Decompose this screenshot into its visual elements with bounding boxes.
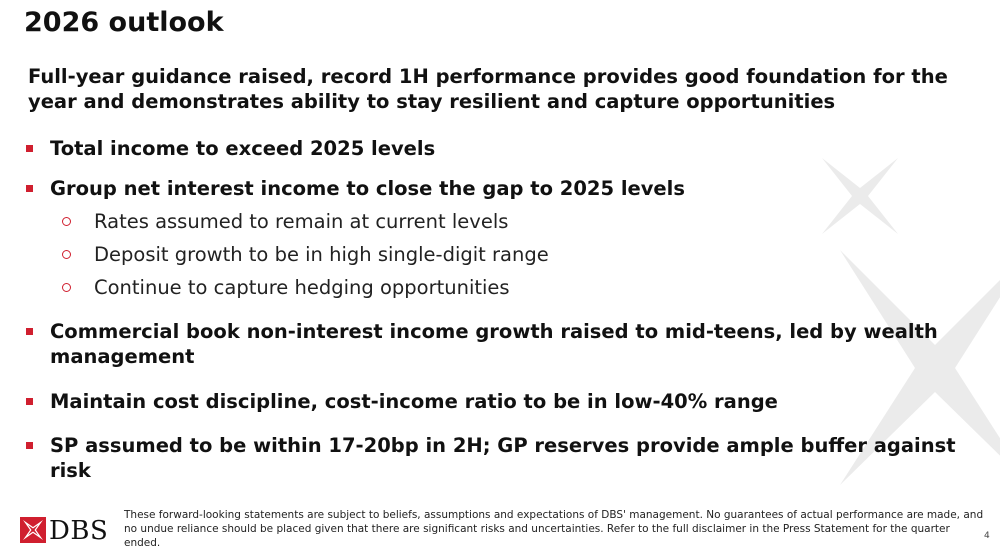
red-square-bullet-icon: [26, 185, 33, 192]
dbs-star-logo-icon: [20, 517, 46, 543]
disclaimer-text: These forward-looking statements are subject to beliefs, assumptions and expectations of DBS' management. No guarantees of actual performance are made, and no undue reliance should be placed given that there are significant risks and uncertainties. Refer to the full disclaimer in the Press Statement for the quarter ended.: [124, 509, 984, 549]
dbs-logo: [20, 515, 120, 549]
sub-bullet-text: Continue to capture hedging opportunities: [94, 276, 510, 299]
red-square-bullet-icon: [26, 398, 33, 405]
red-square-bullet-icon: [26, 442, 33, 449]
bullet-text: Commercial book non-interest income growth raised to mid-teens, led by wealth management: [50, 320, 938, 368]
slide-title: 2026 outlook: [24, 7, 224, 38]
bullet-text: Group net interest income to close the gap to 2025 levels: [50, 177, 685, 200]
logo-wordmark: DBS: [49, 516, 109, 546]
red-circle-bullet-icon: [62, 283, 71, 292]
slide-headline: Full-year guidance raised, record 1H performance provides good foundation for the year and demonstrates ability to stay resilient and capture opportunities: [28, 65, 948, 113]
bullet-text: Maintain cost discipline, cost-income ratio to be in low-40% range: [50, 390, 778, 413]
red-square-bullet-icon: [26, 145, 33, 152]
page-number: 4: [984, 531, 990, 541]
red-circle-bullet-icon: [62, 250, 71, 259]
bullet-text: Total income to exceed 2025 levels: [50, 137, 436, 160]
red-circle-bullet-icon: [62, 217, 71, 226]
sub-bullet-text: Rates assumed to remain at current levels: [94, 210, 509, 233]
sub-bullet-text: Deposit growth to be in high single-digit range: [94, 243, 549, 266]
bullet-text: SP assumed to be within 17-20bp in 2H; GP reserves provide ample buffer against risk: [50, 434, 956, 482]
red-square-bullet-icon: [26, 328, 33, 335]
